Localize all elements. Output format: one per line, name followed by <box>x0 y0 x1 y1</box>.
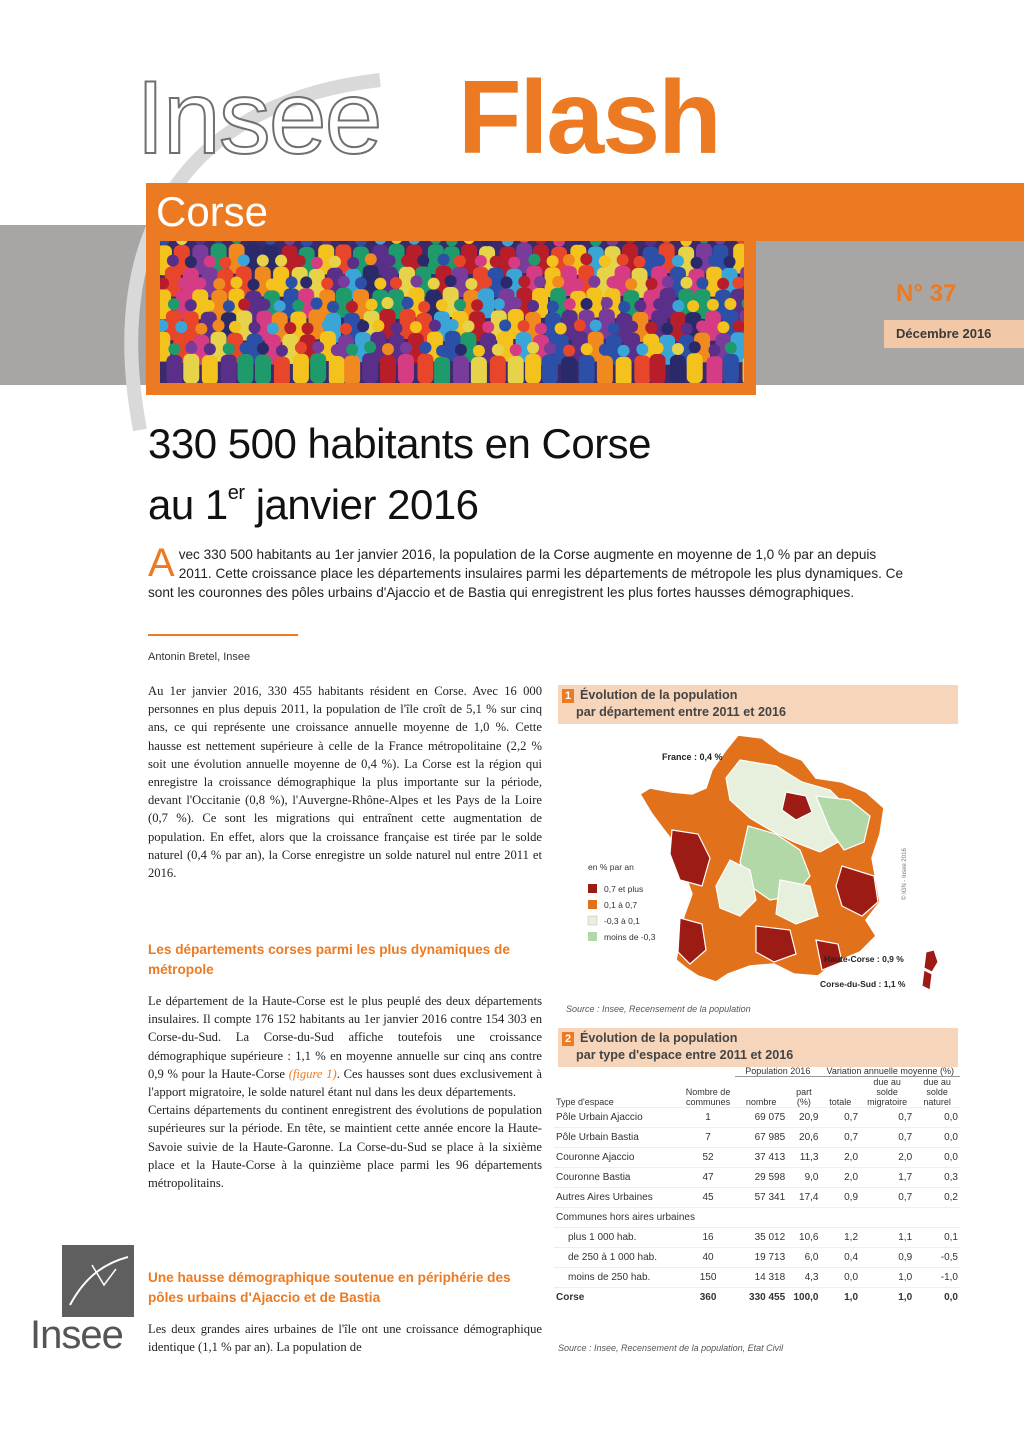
th-type: Type d'espace <box>556 1097 614 1107</box>
cell-nombre: 330 455 <box>735 1288 787 1308</box>
cell-part: 9,0 <box>787 1168 820 1188</box>
cell-migratoire: 0,7 <box>860 1188 914 1208</box>
cell-naturel: 0,0 <box>914 1128 960 1148</box>
cell-communes: 47 <box>681 1168 735 1188</box>
figure2-title-line1: Évolution de la population <box>580 1031 738 1045</box>
section-heading-1: Les départements corses parmi les plus dynamiques de métropole <box>148 942 510 977</box>
table-row <box>554 1288 960 1308</box>
cell-totale: 0,9 <box>820 1188 860 1208</box>
figure1-header <box>558 685 958 724</box>
cell-communes: 1 <box>681 1108 735 1128</box>
cell-communes: 7 <box>681 1128 735 1148</box>
legend-label-4: moins de -0,3 <box>604 932 656 942</box>
page-title-line1: 330 500 habitants en Corse <box>148 420 652 467</box>
header-orange-bar <box>146 183 1024 241</box>
figure1-source: Source : Insee, Recensement de la population <box>566 1004 751 1014</box>
cell-communes: 360 <box>681 1288 735 1308</box>
author: Antonin Bretel, Insee <box>148 651 251 663</box>
map-label-corse-du-sud: Corse-du-Sud : 1,1 % <box>820 979 906 989</box>
map-label-haute-corse: Haute-Corse : 0,9 % <box>824 954 904 964</box>
title-post: janvier 2016 <box>244 481 479 528</box>
cell-nombre: 67 985 <box>735 1128 787 1148</box>
cell-communes: 16 <box>681 1228 735 1248</box>
legend-title: en % par an <box>588 862 634 872</box>
cell-totale: 0,7 <box>820 1108 860 1128</box>
corsica-corse-du-sud-shape <box>922 970 932 990</box>
cell-type: Pôle Urbain Ajaccio <box>554 1108 681 1128</box>
brand-insee: Insee <box>136 60 381 176</box>
cell-naturel: 0,0 <box>914 1148 960 1168</box>
table-row <box>554 1188 960 1208</box>
cell-migratoire: 0,7 <box>860 1128 914 1148</box>
cell-migratoire: 1,7 <box>860 1168 914 1188</box>
cell-part: 11,3 <box>787 1148 820 1168</box>
cell-naturel: 0,3 <box>914 1168 960 1188</box>
legend-swatch-4 <box>588 932 597 941</box>
para2-text-a: Le département de la Haute-Corse est le plus peuplé des deux départements insulaires. Il compte 176 152 habitants au 1er janvier 2016 contre 154 303 en Corse-du-Sud. La Corse-du-Sud affiche toutefois une croissance démographique supérieure : 1,1 % en moyenne annuelle sur cinq ans contre 0,9 % pour la Haute-Corse <box>148 994 542 1081</box>
cell-nombre: 19 713 <box>735 1248 787 1268</box>
th-part: part (%) <box>796 1087 812 1107</box>
cell-type: Pôle Urbain Bastia <box>554 1128 681 1148</box>
legend-swatch-2 <box>588 900 597 909</box>
cell-part: 20,9 <box>787 1108 820 1128</box>
cell-type: plus 1 000 hab. <box>554 1228 681 1248</box>
cell-migratoire: 0,7 <box>860 1108 914 1128</box>
issue-date: Décembre 2016 <box>896 326 992 341</box>
figure-reference-link[interactable]: (figure 1) <box>288 1066 337 1081</box>
figure1-title-line2: par département entre 2011 et 2016 <box>576 705 787 719</box>
cell-part: 20,6 <box>787 1128 820 1148</box>
table-row <box>554 1228 960 1248</box>
cell-totale: 2,0 <box>820 1148 860 1168</box>
cell-nombre: 69 075 <box>735 1108 787 1128</box>
table-row <box>554 1248 960 1268</box>
cell-naturel: 0,0 <box>914 1108 960 1128</box>
section-heading-2: Une hausse démographique soutenue en périphérie des pôles urbains d'Ajaccio et de Bastia <box>148 1270 511 1305</box>
cell-nombre: 35 012 <box>735 1228 787 1248</box>
legend-label-2: 0,1 à 0,7 <box>604 900 638 910</box>
cell-migratoire: 1,1 <box>860 1228 914 1248</box>
issue-number: N° 37 <box>896 280 957 307</box>
cell-type: Autres Aires Urbaines <box>554 1188 681 1208</box>
insee-logo-mark <box>62 1245 134 1317</box>
cell-communes: 52 <box>681 1148 735 1168</box>
body-paragraph-1: Au 1er janvier 2016, 330 455 habitants résident en Corse. Avec 16 000 personnes en plus depuis 2011, la population de l'île croît de 5,1 % sur cinq ans, ce qui représente une croissance annuelle moyenne de 1,0 %. Cette hausse est nettement supérieure à celle de la France métropolitaine (2,2 % soit une évolution annuelle moyenne de 0,4 %). La Corse est la région qui enregistre la croissance démographique la plus importante sur la période, devant l'Occitanie (0,8 %), l'Auvergne-Rhône-Alpes et les Pays de la Loire (0,7 %). Ce sont les migrations qui entraînent cette augmentation de population. En effet, alors que la croissance française est tirée par le solde naturel (0,4 % par an), la Corse enregistre un solde naturel nul entre 2011 et 2016. <box>148 684 542 881</box>
cell-nombre: 37 413 <box>735 1148 787 1168</box>
th-variation: Variation annuelle moyenne (%) <box>820 1066 960 1077</box>
cell-part: 4,3 <box>787 1268 820 1288</box>
th-migratoire: due au solde migratoire <box>867 1077 908 1107</box>
cell-type: Couronne Ajaccio <box>554 1148 681 1168</box>
title-superscript: er <box>227 482 245 504</box>
table-row <box>554 1108 960 1128</box>
th-population: Population 2016 <box>735 1066 820 1077</box>
lead-paragraph <box>148 541 908 602</box>
insee-logo-text: Insee <box>30 1313 123 1357</box>
cell-part: 100,0 <box>787 1288 820 1308</box>
corsica-haute-corse-shape <box>924 950 938 972</box>
cell-migratoire: 1,0 <box>860 1268 914 1288</box>
title-pre: au 1 <box>148 481 228 528</box>
group-label: Communes hors aires urbaines <box>554 1208 960 1228</box>
cell-naturel: 0,1 <box>914 1228 960 1248</box>
cell-totale: 0,7 <box>820 1128 860 1148</box>
th-naturel: due au solde naturel <box>923 1077 951 1107</box>
th-totale: totale <box>829 1097 852 1107</box>
cell-part: 10,6 <box>787 1228 820 1248</box>
cell-communes: 40 <box>681 1248 735 1268</box>
lead-text: vec 330 500 habitants au 1er janvier 2016, la population de la Corse augmente en moyenne de 1,0 % par an depuis 2011. Cette croissance place les départements insulaires parmi les départements de métropole les plus dynamiques. Ce sont les couronnes des pôles urbains d'Ajaccio et de Bastia qui enregistrent les plus fortes hausses démographiques. <box>148 547 904 600</box>
crowd-image <box>160 241 744 383</box>
crowd-illustration <box>160 241 744 383</box>
cell-part: 6,0 <box>787 1248 820 1268</box>
cell-nombre: 29 598 <box>735 1168 787 1188</box>
cell-nombre: 57 341 <box>735 1188 787 1208</box>
cell-totale: 2,0 <box>820 1168 860 1188</box>
table-row <box>554 1148 960 1168</box>
th-nombre: nombre <box>745 1097 777 1107</box>
figure1-number: 1 <box>562 689 574 703</box>
cell-totale: 1,2 <box>820 1228 860 1248</box>
logo-swoosh-icon <box>62 1245 134 1317</box>
brand-flash: Flash <box>458 60 720 176</box>
cell-totale: 0,0 <box>820 1268 860 1288</box>
region-label: Corse <box>156 188 269 235</box>
figure1-title-line1: Évolution de la population <box>580 688 738 702</box>
cell-type: Couronne Bastia <box>554 1168 681 1188</box>
map-france-label: France : 0,4 % <box>662 752 723 762</box>
cell-migratoire: 1,0 <box>860 1288 914 1308</box>
cell-communes: 150 <box>681 1268 735 1288</box>
legend-swatch-1 <box>588 884 597 893</box>
page-title-line2 <box>148 481 479 529</box>
cell-totale: 0,4 <box>820 1248 860 1268</box>
table-row <box>554 1128 960 1148</box>
body-paragraph-3: Les deux grandes aires urbaines de l'île ont une croissance démographique identique (1,1 % par an). La population de <box>148 1322 542 1355</box>
figure2-title-line2: par type d'espace entre 2011 et 2016 <box>576 1048 794 1062</box>
cell-type: de 250 à 1 000 hab. <box>554 1248 681 1268</box>
legend-swatch-3 <box>588 916 597 925</box>
cell-naturel: 0,0 <box>914 1288 960 1308</box>
legend-label-1: 0,7 et plus <box>604 884 644 894</box>
th-communes: Nombre de communes <box>685 1087 731 1107</box>
cell-migratoire: 0,9 <box>860 1248 914 1268</box>
cell-type: moins de 250 hab. <box>554 1268 681 1288</box>
drop-cap: A <box>148 541 175 585</box>
figure2-number: 2 <box>562 1032 574 1046</box>
cell-naturel: 0,2 <box>914 1188 960 1208</box>
cell-naturel: -1,0 <box>914 1268 960 1288</box>
body-paragraph-2 <box>148 992 542 1192</box>
france-departments-map <box>580 730 960 1000</box>
table-group-row <box>554 1208 960 1228</box>
figure2-header <box>558 1028 958 1067</box>
cell-nombre: 14 318 <box>735 1268 787 1288</box>
table-row <box>554 1168 960 1188</box>
table-body <box>554 1108 960 1308</box>
cell-type: Corse <box>554 1288 681 1308</box>
cell-migratoire: 2,0 <box>860 1148 914 1168</box>
author-rule <box>148 634 298 636</box>
cell-communes: 45 <box>681 1188 735 1208</box>
para2-text-c: Certains départements du continent enregistrent des évolutions de population supérieures sur la période. En tête, se maintient cette année encore la Haute-Savoie suivie de la Haute-Garonne. La Corse-du-Sud se place à la sixième place et la Haute-Corse à la quinzième place parmi les 96 départements métropolitains. <box>148 1103 542 1191</box>
legend-label-3: -0,3 à 0,1 <box>604 916 640 926</box>
map-copyright: © IGN - Insee 2016 <box>902 848 908 900</box>
para2-text-b: . Ces hausses sont dues exclusivement à l'apport migratoire, le solde naturel étant nul dans les deux départements. <box>148 1066 542 1100</box>
cell-part: 17,4 <box>787 1188 820 1208</box>
cell-naturel: -0,5 <box>914 1248 960 1268</box>
figure2-source: Source : Insee, Recensement de la population, Etat Civil <box>558 1343 784 1353</box>
cell-totale: 1,0 <box>820 1288 860 1308</box>
table-row <box>554 1268 960 1288</box>
population-table <box>554 1066 960 1307</box>
